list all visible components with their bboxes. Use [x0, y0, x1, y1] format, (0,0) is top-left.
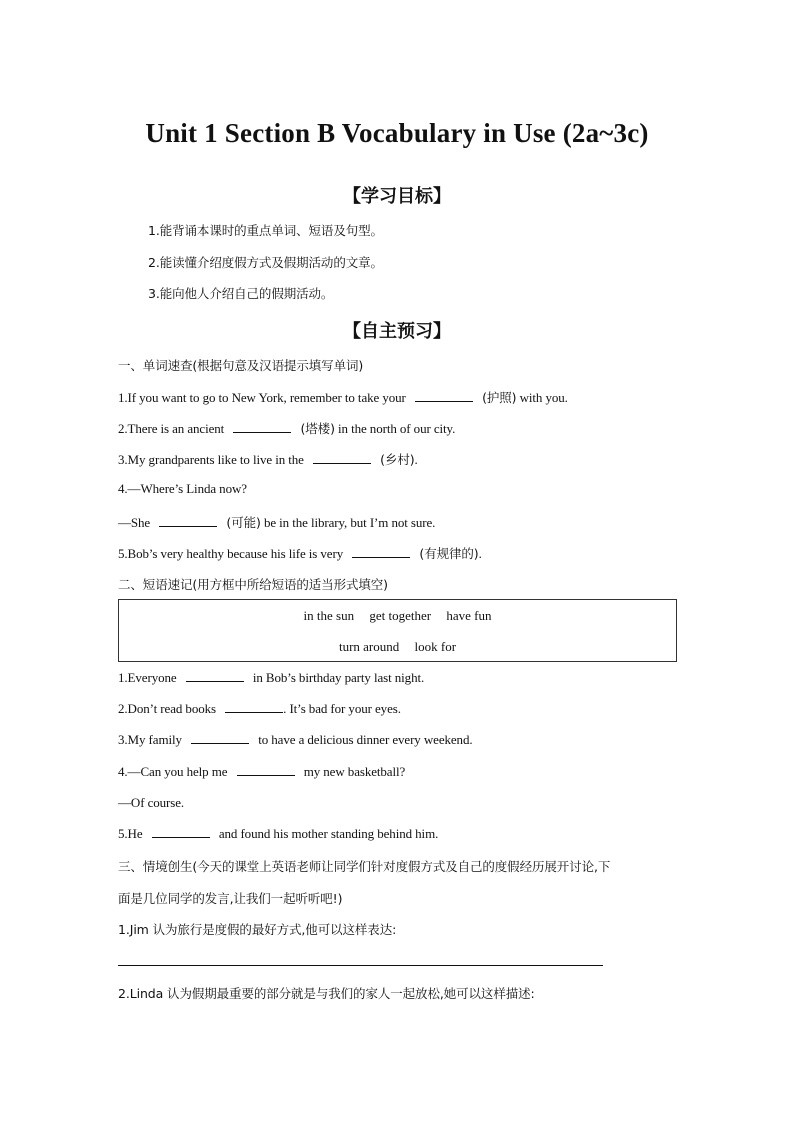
phrase: in the sun — [303, 608, 355, 623]
phrase-row — [119, 639, 676, 655]
part1-question-3 — [118, 450, 418, 468]
preview-heading: 【自主预习】 — [343, 321, 451, 342]
part2-question-1 — [118, 670, 424, 686]
question-text: —She — [118, 515, 151, 530]
part2-question-2 — [118, 701, 401, 717]
part1-question-1 — [118, 388, 568, 406]
phrase: get together — [369, 608, 432, 623]
answer-blank[interactable] — [159, 515, 217, 527]
question-text: and found his mother standing behind him. — [218, 826, 439, 841]
objectives-heading: 【学习目标】 — [343, 186, 451, 207]
answer-blank[interactable] — [152, 826, 210, 838]
answer-blank[interactable] — [352, 546, 410, 558]
question-text: 5.Bob’s very healthy because his life is very — [118, 546, 344, 561]
question-hint: (乡村) — [380, 452, 415, 467]
objective-item: 3.能向他人介绍自己的假期活动。 — [148, 286, 334, 301]
answer-blank[interactable] — [191, 732, 249, 744]
question-hint: (塔楼) — [300, 421, 335, 436]
question-hint: (护照) — [482, 390, 517, 405]
part2-question-3 — [118, 732, 473, 748]
part1-question-2 — [118, 419, 455, 437]
question-text: be in the library, but I’m not sure. — [263, 515, 436, 530]
objective-item: 1.能背诵本课时的重点单词、短语及句型。 — [148, 223, 383, 238]
part2-question-4a — [118, 764, 405, 780]
question-text: 1.If you want to go to New York, remember to take your — [118, 390, 406, 405]
phrase: have fun — [446, 608, 492, 623]
phrase: turn around — [338, 639, 400, 654]
part2-question-5 — [118, 826, 438, 842]
question-text: 2.There is an ancient — [118, 421, 225, 436]
question-text: in the north of our city. — [338, 421, 456, 436]
question-hint: (可能) — [226, 515, 261, 530]
part3-question-1: 1.Jim 认为旅行是度假的最好方式,他可以这样表达: — [118, 922, 397, 937]
question-text: my new basketball? — [303, 764, 406, 779]
part1-question-4b — [118, 513, 435, 531]
question-text: . It’s bad for your eyes. — [283, 701, 401, 716]
answer-blank[interactable] — [186, 670, 244, 682]
question-text: . — [414, 452, 418, 467]
question-text: . — [478, 546, 482, 561]
part3-question-2: 2.Linda 认为假期最重要的部分就是与我们的家人一起放松,她可以这样描述: — [118, 986, 535, 1001]
answer-blank[interactable] — [415, 390, 473, 402]
answer-blank[interactable] — [313, 452, 371, 464]
question-text: 4.—Can you help me — [118, 764, 228, 779]
answer-blank[interactable] — [237, 764, 295, 776]
phrase: look for — [414, 639, 457, 654]
question-text: 1.Everyone — [118, 670, 177, 685]
question-text: 3.My grandparents like to live in the — [118, 452, 304, 467]
question-text: to have a delicious dinner every weekend. — [258, 732, 473, 747]
part1-question-5 — [118, 544, 482, 562]
question-text: 5.He — [118, 826, 143, 841]
question-text: 2.Don’t read books — [118, 701, 216, 716]
answer-blank[interactable] — [233, 421, 291, 433]
phrase-row — [119, 608, 676, 624]
part2-question-4b: —Of course. — [118, 795, 185, 810]
objective-item: 2.能读懂介绍度假方式及假期活动的文章。 — [148, 255, 383, 270]
phrase-box — [118, 599, 677, 662]
part1-question-4a: 4.—Where’s Linda now? — [118, 481, 247, 496]
part1-heading: 一、单词速查(根据句意及汉语提示填写单词) — [118, 358, 364, 373]
part3-heading: 三、情境创生(今天的课堂上英语老师让同学们针对度假方式及自己的度假经历展开讨论,下 — [118, 859, 611, 874]
question-text: 3.My family — [118, 732, 182, 747]
question-hint: (有规律的) — [419, 546, 479, 561]
part2-heading: 二、短语速记(用方框中所给短语的适当形式填空) — [118, 577, 388, 592]
part3-heading-continued: 面是几位同学的发言,让我们一起听听吧!) — [118, 891, 343, 906]
answer-blank[interactable] — [225, 701, 283, 713]
answer-line[interactable] — [118, 965, 603, 966]
question-text: in Bob’s birthday party last night. — [252, 670, 425, 685]
page-title: Unit 1 Section B Vocabulary in Use (2a~3c) — [145, 118, 649, 148]
question-text: with you. — [519, 390, 568, 405]
